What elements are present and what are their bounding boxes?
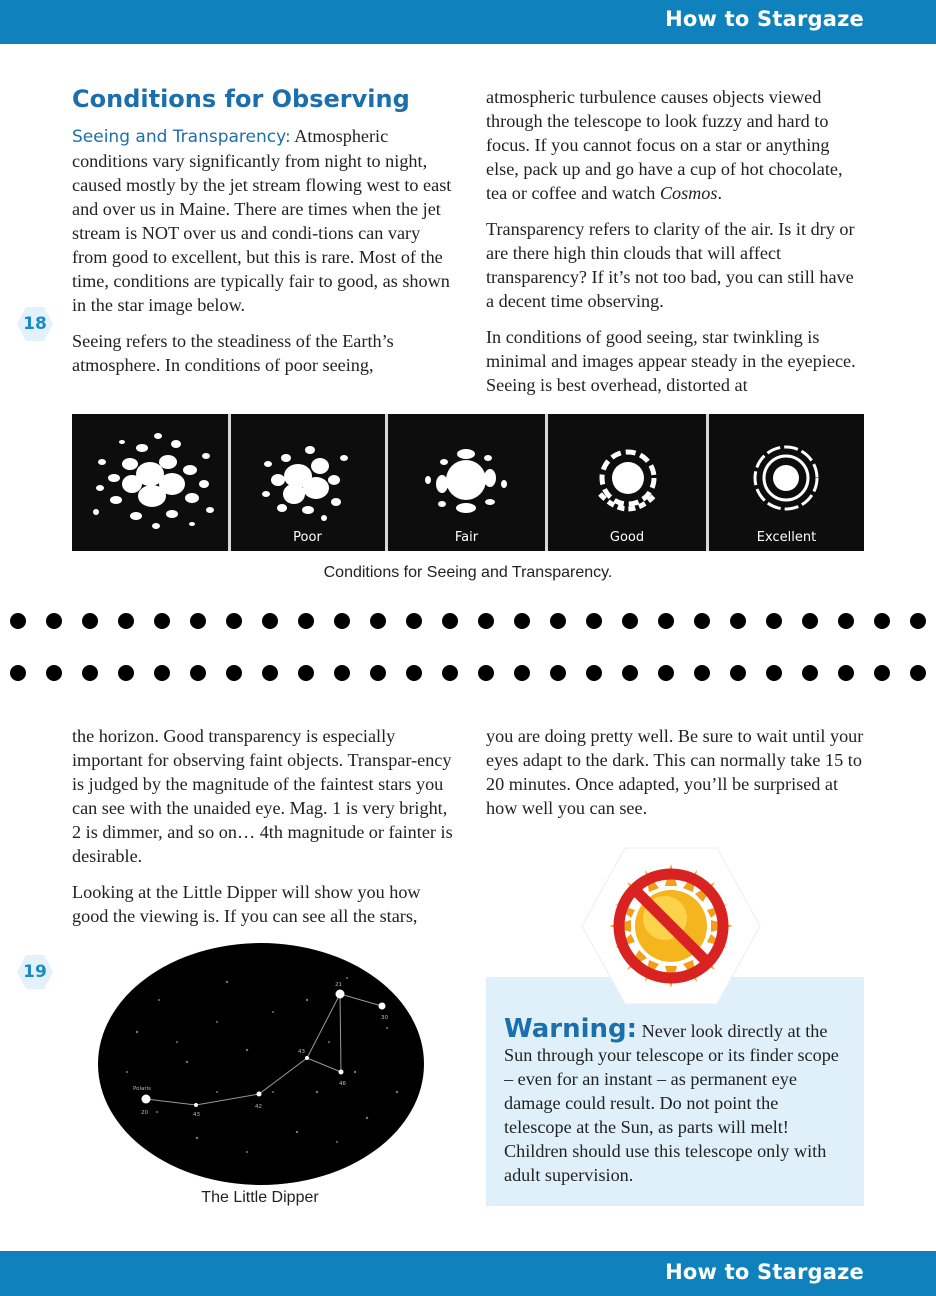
separator-dot <box>514 613 530 629</box>
separator-dot <box>262 613 278 629</box>
paragraph: the horizon. Good transparency is especially important for observing faint objects. Transpar-ency is judged by the magnitude of the faintest stars you can see with the unaided eye. Mag. 1 is very bright, 2 is dimmer, and so on… 4th magnitude or fainter is desirable. <box>72 726 453 866</box>
header-title: How to Stargaze <box>665 7 864 31</box>
header-bar <box>0 0 936 44</box>
separator-dot <box>838 665 854 681</box>
separator-dot <box>910 665 926 681</box>
separator-dot <box>838 613 854 629</box>
paragraph: Looking at the Little Dipper will show you how good the viewing is. If you can see all the stars, <box>72 882 421 926</box>
paragraph: In conditions of good seeing, star twinkling is minimal and images appear steady in the eyepiece. Seeing is best overhead, distorted at <box>486 327 856 395</box>
separator-dot <box>586 613 602 629</box>
page-number-18 <box>16 305 54 343</box>
warning-box <box>486 977 864 1206</box>
separator-dot <box>622 665 638 681</box>
separator-dot <box>46 613 62 629</box>
page-number-text: 19 <box>23 962 47 982</box>
separator-dot <box>154 613 170 629</box>
panel-label: Poor <box>293 530 322 545</box>
paragraph <box>72 124 454 317</box>
star-label: 21 <box>335 982 342 988</box>
paragraph-text: atmospheric turbulence causes objects viewed through the telescope to look fuzzy and hard to focus. If you cannot focus on a star or anything else, pack up and go have a cup of hot chocolate, tea or coffee and watch <box>486 87 843 203</box>
separator-dot <box>406 613 422 629</box>
separator-dot <box>766 613 782 629</box>
section-heading: Conditions for Observing <box>72 85 410 113</box>
separator-dot <box>514 665 530 681</box>
separator-dot <box>478 665 494 681</box>
panel-label: Excellent <box>756 530 817 545</box>
paragraph: you are doing pretty well. Be sure to wait until your eyes adapt to the dark. This can normally take 15 to 20 minutes. Once adapted, you’ll be surprised at how well you can see. <box>486 726 864 818</box>
separator-dot <box>154 665 170 681</box>
separator-dot <box>190 613 206 629</box>
separator-dot <box>190 665 206 681</box>
panel-poor <box>230 414 385 551</box>
separator-dot <box>226 613 242 629</box>
bottom-right-column <box>486 724 864 832</box>
separator-dot <box>370 613 386 629</box>
page-number-text: 18 <box>23 314 47 334</box>
subheading: Seeing and Transparency: <box>72 127 291 147</box>
bottom-left-column <box>72 724 454 940</box>
star-label: 43 <box>298 1049 305 1055</box>
page-number-19 <box>16 953 54 991</box>
separator-dot <box>622 613 638 629</box>
top-right-column <box>486 85 866 409</box>
separator-dot <box>298 665 314 681</box>
dotted-separator-bottom <box>0 663 936 683</box>
separator-dot <box>766 665 782 681</box>
separator-dot <box>694 613 710 629</box>
paragraph: Transparency refers to clarity of the air. Is it dry or are there high thin clouds that will affect transparency? If it’s not too bad, you can still have a decent time observing. <box>486 219 855 311</box>
paragraph-text: . <box>717 183 723 203</box>
separator-dot <box>370 665 386 681</box>
separator-dot <box>658 613 674 629</box>
paragraph: Seeing refers to the steadiness of the Earth’s atmosphere. In conditions of poor seeing, <box>72 331 394 375</box>
separator-dot <box>478 613 494 629</box>
dotted-separator-top <box>0 611 936 631</box>
top-left-column <box>72 84 454 389</box>
separator-dot <box>586 665 602 681</box>
star-label: 42 <box>255 1104 262 1110</box>
separator-dot <box>82 613 98 629</box>
footer-title: How to Stargaze <box>665 1260 864 1284</box>
separator-dot <box>298 613 314 629</box>
separator-dot <box>82 665 98 681</box>
star-label: Polaris <box>133 1086 152 1092</box>
paragraph <box>486 85 866 205</box>
separator-dot <box>10 665 26 681</box>
separator-dot <box>874 613 890 629</box>
footer-bar <box>0 1251 936 1296</box>
separator-dot <box>802 665 818 681</box>
panel-label: Good <box>609 530 645 545</box>
separator-dot <box>802 613 818 629</box>
separator-dot <box>334 665 350 681</box>
paragraph-text: Atmospheric conditions vary significantly from night to night, caused mostly by the jet stream flowing west to east and over us in Maine. There are times when the jet stream is NOT over us and condi-tions can vary from good to excellent, but this is rare. Most of the time, conditions are typically fair to good, as shown in the star image below. <box>72 126 452 315</box>
star-label: 20 <box>141 1110 148 1116</box>
separator-dot <box>334 613 350 629</box>
panel-fair <box>388 414 545 551</box>
star-label: 46 <box>339 1081 346 1087</box>
separator-dot <box>694 665 710 681</box>
panel-good <box>548 414 706 551</box>
separator-dot <box>406 665 422 681</box>
separator-dot <box>730 613 746 629</box>
separator-dot <box>442 613 458 629</box>
separator-dot <box>118 613 134 629</box>
no-sun-warning-icon <box>581 846 761 1006</box>
star-label: 30 <box>381 1015 388 1021</box>
warning-title: Warning: <box>504 1014 638 1044</box>
separator-dot <box>442 665 458 681</box>
dipper-caption: The Little Dipper <box>201 1189 319 1206</box>
separator-dot <box>874 665 890 681</box>
seeing-conditions-image <box>72 414 864 551</box>
separator-dot <box>730 665 746 681</box>
separator-dot <box>262 665 278 681</box>
separator-dot <box>46 665 62 681</box>
separator-dot <box>118 665 134 681</box>
separator-dot <box>658 665 674 681</box>
panel-label: Fair <box>454 530 479 545</box>
show-title: Cosmos <box>659 183 718 203</box>
star-label: 43 <box>193 1112 200 1118</box>
separator-dot <box>10 613 26 629</box>
little-dipper-image <box>97 942 425 1186</box>
separator-dot <box>550 665 566 681</box>
warning-text <box>504 1014 849 1187</box>
separator-dot <box>550 613 566 629</box>
star-pattern-very-poor <box>93 433 214 529</box>
separator-dot <box>910 613 926 629</box>
panel-excellent <box>709 414 864 551</box>
separator-dot <box>226 665 242 681</box>
warning-body: Never look directly at the Sun through your telescope or its finder scope – even for an instant – as permanent eye damage could result. Do not point the telescope at the Sun, as parts will melt! Children should use this telescope only with adult supervision. <box>504 1021 839 1185</box>
seeing-caption: Conditions for Seeing and Transparency. <box>323 564 613 581</box>
